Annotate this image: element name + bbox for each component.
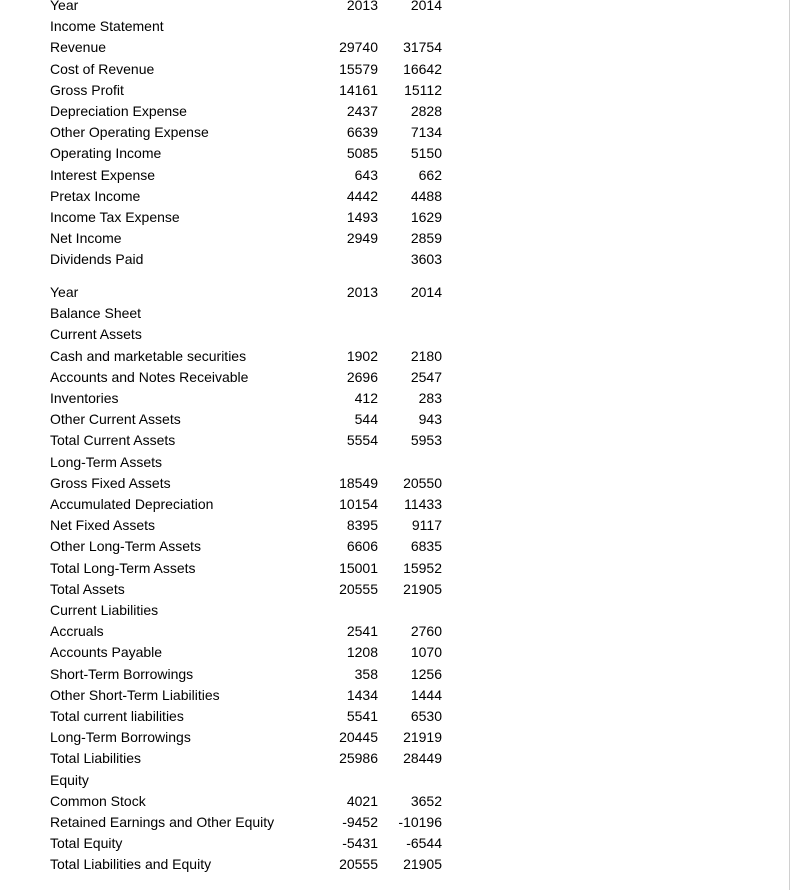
value-2014: 15952 — [403, 559, 442, 576]
row-label: Total Equity — [50, 835, 123, 852]
table-row — [0, 621, 791, 642]
value-2014: 5150 — [410, 145, 442, 162]
value-2013: 1434 — [346, 686, 378, 703]
row-label: Pretax Income — [50, 187, 141, 204]
value-2013: 4442 — [346, 187, 378, 204]
sheet-right-border — [789, 0, 790, 890]
row-label: Inventories — [50, 390, 119, 406]
table-row — [0, 122, 791, 143]
row-label: Cash and marketable securities — [50, 347, 247, 364]
value-2014: 1256 — [410, 665, 442, 682]
value-2013: 1208 — [346, 644, 378, 661]
table-row — [0, 770, 791, 791]
table-row — [0, 579, 791, 600]
table-row — [0, 186, 791, 207]
value-2013: 18549 — [339, 474, 378, 491]
value-2014: 7134 — [410, 124, 442, 141]
value-2014: 6530 — [410, 708, 442, 724]
value-2014: 6835 — [410, 538, 442, 555]
value-2013: 25986 — [339, 750, 378, 767]
value-2013: 10154 — [339, 496, 378, 512]
table-row — [0, 303, 791, 324]
table-row — [0, 812, 791, 833]
value-2014: 3652 — [410, 792, 442, 809]
value-2013: 20555 — [339, 580, 378, 597]
row-label: Other Operating Expense — [50, 124, 209, 141]
row-label: Accumulated Depreciation — [50, 496, 214, 512]
value-2013: 5541 — [346, 708, 378, 724]
table-row — [0, 558, 791, 579]
row-label: Other Short-Term Liabilities — [50, 686, 220, 703]
row-label: Net Income — [50, 230, 122, 247]
value-2013: 20555 — [339, 856, 378, 873]
table-row — [0, 642, 791, 663]
value-2013: 15001 — [339, 559, 378, 576]
value-2013: 544 — [354, 411, 378, 428]
table-row — [0, 80, 791, 101]
row-label: Long-Term Assets — [50, 453, 163, 470]
value-2014: 1444 — [410, 686, 442, 703]
value-2014: 21919 — [403, 729, 442, 746]
table-row — [0, 685, 791, 706]
value-2013: -9452 — [342, 814, 378, 830]
value-2013: 4021 — [346, 792, 378, 809]
year-2013-header: 2013 — [346, 0, 378, 13]
row-label: Total Liabilities and Equity — [50, 856, 212, 873]
year-2014-header: 2014 — [410, 0, 442, 13]
row-label: Interest Expense — [50, 166, 156, 183]
table-row — [0, 37, 791, 58]
value-2014: 20550 — [403, 474, 442, 491]
table-row — [0, 748, 791, 769]
table-row — [0, 249, 791, 270]
row-label: Total Long-Term Assets — [50, 559, 196, 576]
row-label: Short-Term Borrowings — [50, 665, 194, 682]
value-2014: 9117 — [411, 517, 442, 534]
table-row — [0, 494, 791, 515]
row-label: Equity — [50, 771, 89, 788]
row-label: Total Current Assets — [50, 432, 176, 449]
table-row — [0, 16, 791, 37]
row-label: Gross Profit — [50, 81, 124, 98]
value-2014: 2828 — [410, 103, 442, 119]
value-2014: 21905 — [403, 580, 442, 597]
row-label: Total Liabilities — [50, 750, 142, 767]
value-2013: 412 — [354, 390, 378, 406]
value-2013: 2949 — [346, 230, 378, 247]
row-label: Accounts and Notes Receivable — [50, 368, 249, 385]
table-row — [0, 409, 791, 430]
value-2014: 21905 — [403, 856, 442, 873]
value-2014: -10196 — [398, 814, 442, 830]
value-2013: 5085 — [346, 145, 378, 162]
table-row — [0, 324, 791, 345]
table-row — [0, 165, 791, 186]
row-label: Total current liabilities — [50, 708, 184, 724]
table-row — [0, 854, 791, 875]
row-label: Depreciation Expense — [50, 103, 187, 119]
year-2014-header: 2014 — [410, 284, 442, 300]
value-2014: 5953 — [410, 432, 442, 449]
table-row — [0, 101, 791, 122]
table-row — [0, 727, 791, 748]
table-row — [0, 143, 791, 164]
value-2013: 5554 — [346, 432, 378, 449]
table-row — [0, 791, 791, 812]
table-row — [0, 367, 791, 388]
value-2014: 1070 — [410, 644, 442, 661]
table-row — [0, 346, 791, 367]
table-row — [0, 59, 791, 80]
table-row — [0, 473, 791, 494]
value-2013: 1493 — [346, 209, 378, 225]
value-2014: 2760 — [410, 623, 442, 640]
value-2014: 4488 — [410, 187, 442, 204]
row-label: Accounts Payable — [50, 644, 163, 661]
row-label: Operating Income — [50, 145, 162, 162]
row-label: Dividends Paid — [50, 251, 144, 268]
income-header-row — [0, 0, 791, 16]
row-label: Current Assets — [50, 326, 142, 343]
row-label: Other Current Assets — [50, 411, 181, 428]
value-2014: 1629 — [410, 209, 442, 225]
row-label: Cost of Revenue — [50, 60, 155, 77]
table-row — [0, 228, 791, 249]
year-2013-header: 2013 — [346, 284, 378, 300]
year-label: Year — [50, 0, 79, 13]
row-label: Revenue — [50, 39, 107, 56]
value-2013: 20445 — [339, 729, 378, 746]
row-label: Long-Term Borrowings — [50, 729, 191, 746]
value-2013: 29740 — [339, 39, 378, 56]
value-2013: 6606 — [346, 538, 378, 555]
table-row — [0, 664, 791, 685]
value-2014: 28449 — [403, 750, 442, 767]
row-label: Income Tax Expense — [50, 209, 180, 225]
row-label: Balance Sheet — [50, 305, 142, 322]
value-2014: 943 — [418, 411, 442, 428]
value-2014: 15112 — [404, 81, 442, 98]
year-label: Year — [50, 284, 79, 300]
value-2013: 8395 — [346, 517, 378, 534]
table-row — [0, 430, 791, 451]
row-label: Retained Earnings and Other Equity — [50, 814, 275, 830]
value-2013: 2437 — [346, 103, 378, 119]
table-row — [0, 452, 791, 473]
table-row — [0, 706, 791, 727]
row-label: Common Stock — [50, 792, 146, 809]
value-2013: 15579 — [339, 60, 378, 77]
table-row — [0, 600, 791, 621]
value-2013: 14161 — [339, 81, 378, 98]
table-row — [0, 515, 791, 536]
value-2014: 11433 — [404, 496, 442, 512]
value-2013: -5431 — [342, 835, 378, 852]
value-2013: 2541 — [346, 623, 378, 640]
row-label: Net Fixed Assets — [50, 517, 156, 534]
value-2014: 2547 — [410, 368, 442, 385]
value-2014: 2180 — [410, 347, 442, 364]
value-2013: 2696 — [346, 368, 378, 385]
value-2014: 283 — [418, 390, 442, 406]
row-label: Current Liabilities — [50, 602, 159, 618]
row-label: Accruals — [50, 623, 104, 640]
row-label: Gross Fixed Assets — [50, 474, 171, 491]
value-2013: 643 — [354, 166, 378, 183]
value-2014: 2859 — [410, 230, 442, 247]
row-label: Total Assets — [50, 580, 125, 597]
value-2014: -6544 — [406, 835, 442, 852]
table-row — [0, 833, 791, 854]
value-2013: 1902 — [346, 347, 378, 364]
row-label: Income Statement — [50, 18, 164, 35]
value-2013: 358 — [354, 665, 378, 682]
value-2014: 16642 — [403, 60, 442, 77]
table-row — [0, 207, 791, 228]
value-2013: 6639 — [346, 124, 378, 141]
value-2014: 3603 — [410, 251, 442, 268]
balance-header-row — [0, 282, 791, 303]
table-row — [0, 536, 791, 557]
value-2014: 662 — [418, 166, 442, 183]
row-label: Other Long-Term Assets — [50, 538, 201, 555]
value-2014: 31754 — [403, 39, 442, 56]
table-row — [0, 388, 791, 409]
